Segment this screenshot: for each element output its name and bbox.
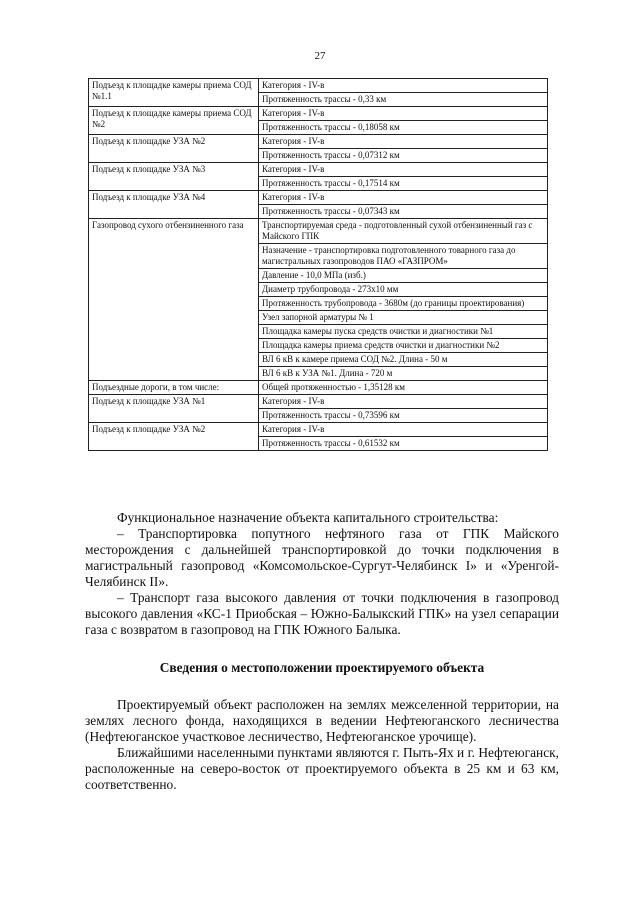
table-cell-object: Подъезд к площадке УЗА №2 [89,423,259,451]
table-cell-characteristic: Транспортируемая среда - подготовленный сухой отбензиненный газ с Майского ГПК [259,219,548,244]
table-row [89,423,548,437]
table-cell-characteristic: Протяженность трубопровода - 3680м (до границы проектирования) [259,297,548,311]
table-cell-characteristic: Протяженность трассы - 0,61532 км [259,437,548,451]
table-cell-characteristic: Площадка камеры приема средств очистки и диагностики №2 [259,339,548,353]
document-body [85,510,559,793]
table-cell-object: Подъезд к площадке УЗА №4 [89,191,259,219]
table-cell-characteristic: Категория - IV-в [259,423,548,437]
table-cell-object: Подъезд к площадке УЗА №2 [89,135,259,163]
table-row [89,135,548,149]
table-cell-object: Подъездные дороги, в том числе: [89,381,259,395]
table-row [89,163,548,177]
paragraph-settlements: Ближайшими населенными пунктами являются г. Пыть-Ях и г. Нефтеюганск, расположенные на северо-восток от проектируемого объекта в 25 км и 63 км, соответственно. [85,745,559,792]
table-cell-characteristic: Категория - IV-в [259,163,548,177]
table-cell-characteristic: Протяженность трассы - 0,18058 км [259,121,548,135]
table-cell-object: Газопровод сухого отбензиненного газа [89,219,259,381]
table-row [89,191,548,205]
table-cell-characteristic: Категория - IV-в [259,191,548,205]
table-cell-characteristic: Протяженность трассы - 0,33 км [259,93,548,107]
table-row [89,381,548,395]
table-cell-object: Подъезд к площадке камеры приема СОД №1.1 [89,79,259,107]
table-cell-characteristic: Давление - 10,0 МПа (изб.) [259,269,548,283]
table-cell-characteristic: Протяженность трассы - 0,73596 км [259,409,548,423]
table-row [89,107,548,121]
table-cell-characteristic: ВЛ 6 кВ к УЗА №1. Длина - 720 м [259,367,548,381]
table-cell-characteristic: Назначение - транспортировка подготовленного товарного газа до магистральных газопроводов ПАО «ГАЗПРОМ» [259,244,548,269]
table-row [89,219,548,244]
table-row [89,395,548,409]
section-heading: Сведения о местоположении проектируемого объекта [159,660,485,675]
page-number: 27 [314,50,326,62]
specification-table-body [89,79,548,451]
table-cell-characteristic: Категория - IV-в [259,135,548,149]
table-cell-characteristic: Категория - IV-в [259,395,548,409]
table-cell-object: Подъезд к площадке камеры приема СОД №2 [89,107,259,135]
table-row [89,79,548,93]
table-cell-characteristic: Категория - IV-в [259,79,548,93]
paragraph-purpose-1: – Транспортировка попутного нефтяного газа от ГПК Майского месторождения с дальнейшей транспортировкой до точки подключения в магистральный газопровод «Комсомольское-Сургут-Челябинск I» и «Уренгой-Челябинск II». [85,526,559,589]
paragraph-purpose-2: – Транспорт газа высокого давления от точки подключения в газопровод высокого давления «КС-1 Приобская – Южно-Балыкский ГПК» на узел сепарации газа с возвратом в газопровод на ГПК Южного Балыка. [85,590,559,637]
table-cell-characteristic: Общей протяженностью - 1,35128 км [259,381,548,395]
table-cell-characteristic: Узел запорной арматуры № 1 [259,311,548,325]
table-cell-characteristic: Категория - IV-в [259,107,548,121]
table-cell-characteristic: Площадка камеры пуска средств очистки и диагностики №1 [259,325,548,339]
paragraph-functional-purpose: Функциональное назначение объекта капитального строительства: [117,510,499,525]
specification-table [88,78,548,451]
table-cell-characteristic: Протяженность трассы - 0,07312 км [259,149,548,163]
table-cell-object: Подъезд к площадке УЗА №3 [89,163,259,191]
table-cell-object: Подъезд к площадке УЗА №1 [89,395,259,423]
table-cell-characteristic: Протяженность трассы - 0,07343 км [259,205,548,219]
table-cell-characteristic: ВЛ 6 кВ к камере приема СОД №2. Длина - 50 м [259,353,548,367]
table-cell-characteristic: Диаметр трубопровода - 273х10 мм [259,283,548,297]
table-cell-characteristic: Протяженность трассы - 0,17514 км [259,177,548,191]
paragraph-location: Проектируемый объект расположен на землях межселенной территории, на землях лесного фонда, находящихся в ведении Нефтеюганского лесничества (Нефтеюганское участковое лесничество, Нефтеюганское урочище). [85,697,559,744]
